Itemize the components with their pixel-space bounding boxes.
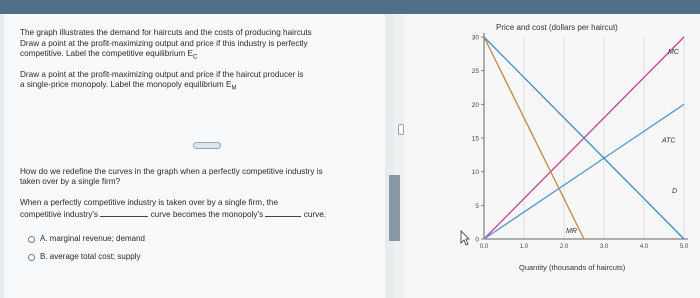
option-a[interactable] — [28, 234, 145, 244]
task-monopoly-text: a single-price monopoly. Label the monopoly equilibrium E — [20, 80, 232, 89]
task-competitive-line2 — [20, 49, 197, 63]
label-subscript-c: C — [192, 54, 198, 61]
curve-label-d: D — [672, 188, 678, 196]
blank-dropdown-2[interactable] — [265, 208, 301, 217]
task-competitive-line1: Draw a point at the profit-maximizing output and price if this industry is perfectly — [20, 39, 308, 48]
sentence-part-a: competitive industry's — [20, 210, 99, 219]
y-tick-label: 30 — [471, 34, 479, 42]
task-monopoly-line2 — [20, 80, 236, 94]
curve-label-mr: MR — [566, 227, 577, 235]
option-b-label: B. average total cost; supply — [40, 252, 141, 261]
blank-dropdown-1[interactable] — [100, 208, 148, 217]
chart-title: Price and cost (dollars per haircut) — [496, 23, 618, 32]
fill-sentence-line1: When a perfectly competitive industry is taken over by a single firm, the — [20, 198, 279, 207]
curve-mr — [484, 37, 584, 239]
question-intro: The graph illustrates the demand for haircuts and the costs of producing haircuts — [20, 28, 312, 37]
label-subscript-m: M — [231, 85, 237, 92]
x-tick-label: 4.0 — [639, 244, 649, 250]
y-tick-label: 20 — [471, 101, 479, 109]
part2-question-line1: How do we redefine the curves in the graph when a perfectly competitive industry is — [20, 167, 323, 176]
x-axis-label: Quantity (thousands of haircuts) — [519, 263, 626, 272]
task-monopoly-line1: Draw a point at the profit-maximizing output and price if the haircut producer is — [20, 70, 304, 79]
option-a-radio[interactable] — [28, 236, 35, 243]
curve-label-mc: MC — [668, 48, 679, 56]
option-b[interactable] — [28, 252, 141, 262]
y-tick-label: 10 — [471, 169, 479, 177]
supply-demand-chart[interactable] — [404, 14, 700, 298]
sentence-part-c: curve. — [303, 210, 327, 219]
y-tick-label: 25 — [471, 68, 479, 76]
expand-more-button[interactable] — [193, 142, 221, 149]
option-b-radio[interactable] — [28, 254, 35, 261]
y-tick-label: 15 — [471, 135, 479, 143]
x-tick-label: 0.0 — [479, 244, 489, 250]
fill-sentence-line2 — [20, 208, 326, 220]
x-tick-label: 5.0 — [679, 244, 689, 250]
x-tick-label: 1.0 — [519, 244, 529, 250]
curve-atc — [484, 104, 684, 239]
sentence-part-b: curve becomes the monopoly's — [150, 210, 264, 219]
task-competitive-text: competitive. Label the competitive equilibrium E — [20, 49, 193, 58]
x-tick-label: 3.0 — [599, 244, 609, 250]
x-tick-label: 2.0 — [559, 244, 569, 250]
part2-question-line2: taken over by a single firm? — [20, 177, 121, 186]
panel-divider — [394, 14, 404, 298]
y-tick-label: 5 — [475, 202, 479, 210]
y-tick-label: 0 — [475, 236, 479, 244]
scrollbar-thumb[interactable] — [389, 175, 400, 241]
option-a-label: A. marginal revenue; demand — [40, 234, 145, 243]
curve-label-atc: ATC — [662, 137, 676, 145]
window-top-bar — [0, 0, 700, 14]
